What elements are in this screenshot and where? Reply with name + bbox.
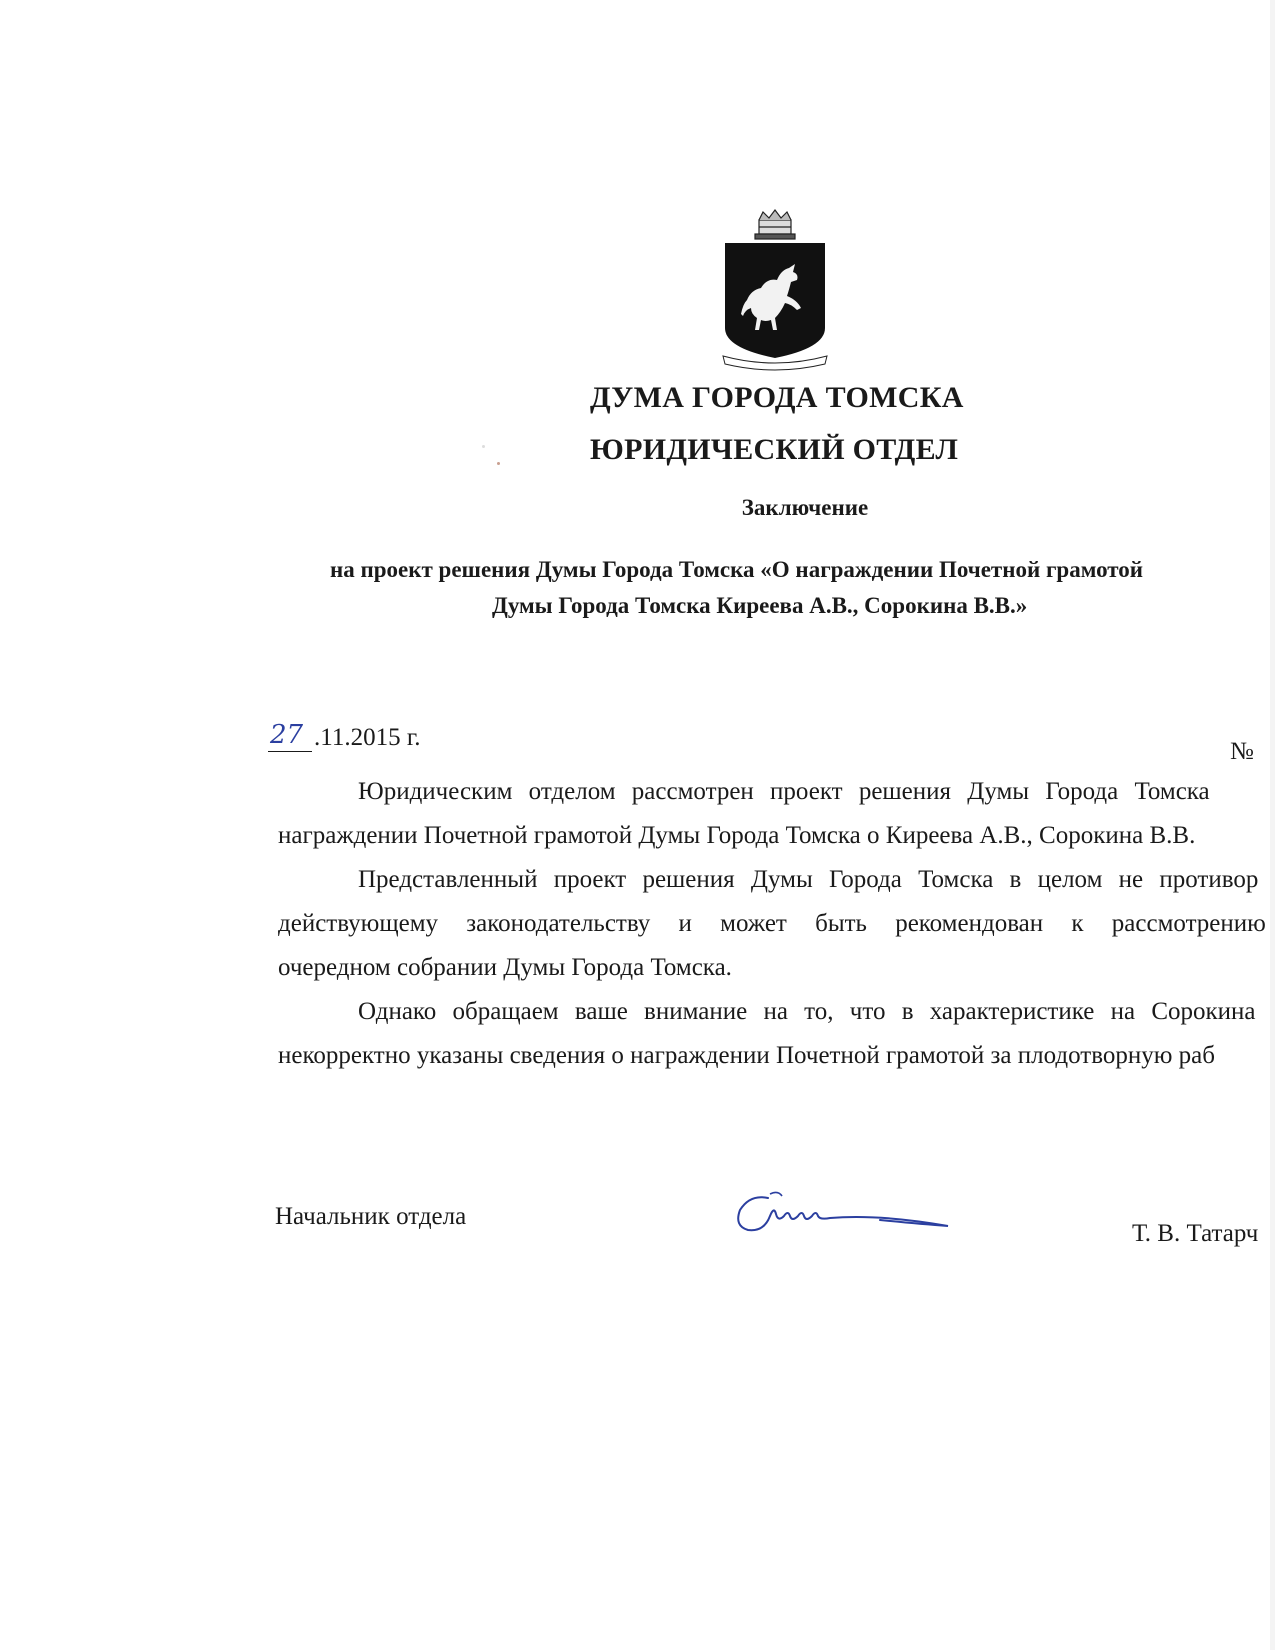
paragraph-2-line-1: Представленный проект решения Думы Города Томска в целом не противор [358, 866, 1259, 893]
crown-icon [755, 210, 795, 239]
subject-line-1: на проект решения Думы Города Томска «О награждении Почетной грамотой [330, 557, 1144, 582]
paragraph-3-line-1: Однако обращаем ваше внимание на то, что в характеристике на Сорокина [358, 998, 1256, 1025]
paragraph-2-line-3: очередном собрании Думы Города Томска. [278, 954, 732, 981]
handwritten-day [268, 720, 312, 752]
org-title: ДУМА ГОРОДА ТОМСКА [590, 381, 964, 414]
subject-line-2: Думы Города Томска Киреева А.В., Сорокина В.В.» [492, 593, 1028, 618]
document-body [278, 770, 1275, 1078]
dept-title: ЮРИДИЧЕСКИЙ ОТДЕЛ [590, 433, 959, 466]
signer-position: Начальник отдела [275, 1203, 467, 1230]
document-subject [330, 552, 1275, 624]
document-number [1230, 738, 1254, 766]
date-rest: .11.2015 г. [314, 724, 421, 751]
scan-speck [482, 445, 485, 448]
paragraph-1-line-1: Юридическим отделом рассмотрен проект решения Думы Города Томска [358, 778, 1210, 805]
paragraph-3-line-2: некорректно указаны сведения о награждении Почетной грамотой за плодотворную раб [278, 1042, 1215, 1069]
tomsk-coat-of-arms-icon [715, 208, 835, 376]
paragraph-2-line-2: действующему законодательству и может быть рекомендован к рассмотрению [278, 910, 1266, 937]
handwritten-day-text: 27 [270, 720, 304, 750]
document-date [268, 720, 421, 752]
scan-speck [497, 462, 500, 465]
handwritten-signature-icon [730, 1180, 970, 1250]
paragraph-1-line-2: награждении Почетной грамотой Думы Города Томска о Киреева А.В., Сорокина В.В. [278, 822, 1196, 849]
ribbon-icon [723, 356, 827, 370]
document-kind: Заключение [741, 495, 869, 520]
signer-name: Т. В. Татарч [1132, 1220, 1259, 1247]
number-label: № [1230, 738, 1254, 765]
